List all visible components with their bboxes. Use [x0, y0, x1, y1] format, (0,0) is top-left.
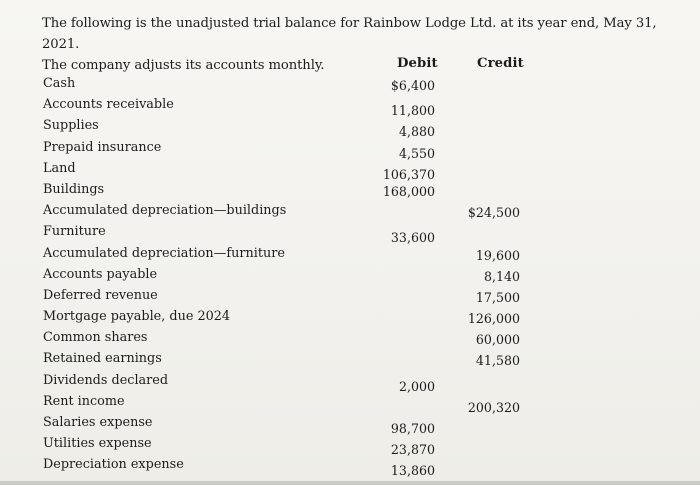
account-name: Accounts payable: [43, 266, 158, 282]
debit-column-header: Debit: [397, 56, 438, 71]
table-row: [0, 182, 700, 203]
table-row: [0, 97, 700, 118]
debit-amount: 11,800: [390, 103, 435, 119]
table-row: [0, 394, 700, 415]
account-name: Rent income: [43, 393, 125, 409]
table-row: [0, 224, 700, 245]
account-name: Accumulated depreciation—furniture: [43, 245, 285, 261]
table-row: [0, 330, 700, 351]
account-name: Dividends declared: [43, 372, 169, 388]
credit-amount: $24,500: [467, 205, 520, 221]
account-name: Furniture: [43, 224, 106, 240]
credit-amount: 126,000: [467, 311, 520, 327]
credit-amount: 60,000: [475, 332, 520, 348]
account-name: Retained earnings: [43, 351, 162, 367]
intro-line-2: The company adjusts its accounts monthly.: [42, 58, 325, 73]
account-name: Accumulated depreciation—buildings: [43, 203, 287, 219]
debit-amount: 33,600: [390, 230, 435, 246]
table-row: [0, 140, 700, 161]
table-row: [0, 373, 700, 394]
table-row: [0, 351, 700, 372]
account-name: Deferred revenue: [43, 287, 158, 303]
table-row: [0, 309, 700, 330]
table-row: [0, 288, 700, 309]
table-row: [0, 457, 700, 478]
account-name: Mortgage payable, due 2024: [43, 309, 231, 325]
table-row: [0, 267, 700, 288]
account-name: Prepaid insurance: [43, 139, 162, 155]
table-row: [0, 246, 700, 267]
account-name: Land: [43, 160, 76, 176]
debit-amount: $6,400: [390, 78, 435, 93]
credit-amount: 41,580: [475, 353, 520, 369]
intro-line-1: The following is the unadjusted trial balance for Rainbow Lodge Ltd. at its year end, May 31, 2021.: [42, 16, 657, 52]
page-bottom-edge: [0, 481, 700, 485]
account-name: Salaries expense: [43, 415, 153, 430]
debit-amount: 2,000: [398, 378, 435, 394]
credit-amount: 200,320: [467, 399, 520, 415]
debit-amount: 98,700: [390, 421, 435, 436]
credit-amount: 17,500: [475, 289, 520, 305]
credit-amount: 8,140: [483, 268, 520, 284]
debit-amount: 106,370: [382, 166, 435, 182]
table-row: [0, 118, 700, 139]
account-name: Buildings: [43, 181, 105, 197]
table-row: [0, 436, 700, 457]
table-row: [0, 203, 700, 224]
account-name: Utilities expense: [43, 436, 152, 452]
credit-amount: 19,600: [475, 247, 520, 263]
account-name: Supplies: [43, 118, 99, 134]
debit-amount: 4,880: [398, 124, 435, 140]
trial-balance-table: [0, 76, 700, 479]
account-name: Depreciation expense: [43, 457, 184, 473]
table-row: [0, 76, 700, 97]
account-name: Common shares: [43, 330, 148, 346]
account-name: Cash: [43, 76, 76, 91]
table-row: [0, 415, 700, 436]
table-row: [0, 161, 700, 182]
debit-amount: 4,550: [398, 145, 435, 161]
debit-amount: 13,860: [390, 463, 435, 479]
debit-amount: 168,000: [382, 183, 435, 199]
credit-column-header: Credit: [477, 56, 524, 71]
account-name: Accounts receivable: [43, 97, 174, 113]
debit-amount: 23,870: [390, 442, 435, 458]
intro-paragraph: [42, 13, 682, 76]
